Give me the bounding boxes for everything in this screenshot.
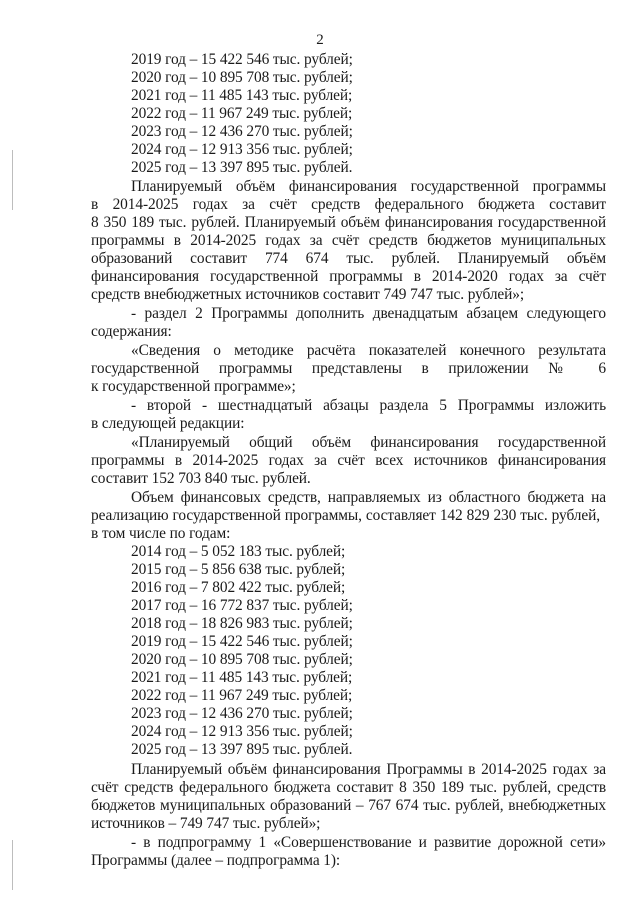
paragraph-line: в том числе по годам: [91, 525, 231, 542]
year-line: 2025 год – 13 397 895 тыс. рублей. [131, 741, 353, 758]
year-line: 2021 год – 11 485 143 тыс. рублей; [131, 669, 353, 686]
paragraph-line: Планируемый объём финансирования государственной программы [131, 178, 606, 195]
paragraph-line: - раздел 2 Программы дополнить двенадцатым абзацем следующего [131, 305, 606, 322]
year-line: 2019 год – 15 422 546 тыс. рублей; [131, 633, 353, 650]
scan-edge-mark [12, 840, 13, 890]
year-line: 2020 год – 10 895 708 тыс. рублей; [131, 651, 353, 668]
year-line: 2024 год – 12 913 356 тыс. рублей; [131, 723, 353, 740]
year-line: 2019 год – 15 422 546 тыс. рублей; [131, 51, 353, 68]
year-line: 2025 год – 13 397 895 тыс. рублей. [131, 159, 353, 176]
paragraph-line: финансирования государственной программы в 2014-2020 годах за счёт [91, 268, 606, 285]
paragraph-line: 8 350 189 тыс. рублей. Планируемый объём финансирования государственной [91, 214, 606, 231]
year-line: 2023 год – 12 436 270 тыс. рублей; [131, 705, 353, 722]
scan-edge-mark [12, 150, 13, 210]
year-line: 2020 год – 10 895 708 тыс. рублей; [131, 69, 353, 86]
year-line: 2021 год – 11 485 143 тыс. рублей; [131, 87, 353, 104]
year-line: 2022 год – 11 967 249 тыс. рублей; [131, 105, 353, 122]
paragraph-line: Планируемый объём финансирования Программы в 2014-2025 годах за [131, 761, 606, 778]
year-line: 2014 год – 5 052 183 тыс. рублей; [131, 543, 346, 560]
year-line: 2024 год – 12 913 356 тыс. рублей; [131, 141, 353, 158]
year-line: 2017 год – 16 772 837 тыс. рублей; [131, 597, 353, 614]
paragraph-line: - второй - шестнадцатый абзацы раздела 5 Программы изложить [131, 397, 606, 414]
paragraph-line: в 2014-2025 годах за счёт средств федерального бюджета составит [91, 196, 606, 213]
year-line: 2023 год – 12 436 270 тыс. рублей; [131, 123, 353, 140]
paragraph-line: программы в 2014-2025 годах за счёт средств бюджетов муниципальных [91, 232, 606, 249]
paragraph-line: «Сведения о методике расчёта показателей конечного результата [131, 342, 606, 359]
page-number: 2 [316, 32, 324, 48]
paragraph-line: в следующей редакции: [91, 415, 245, 432]
year-line: 2015 год – 5 856 638 тыс. рублей; [131, 561, 346, 578]
paragraph-line: составит 152 703 840 тыс. рублей. [91, 470, 311, 487]
year-line: 2022 год – 11 967 249 тыс. рублей; [131, 687, 353, 704]
paragraph-line: - в подпрограмму 1 «Совершенствование и развитие дорожной сети» [131, 834, 606, 851]
paragraph-line: реализацию государственной программы, составляет 142 829 230 тыс. рублей, [91, 507, 600, 524]
paragraph-line: содержания: [91, 323, 172, 340]
paragraph-line: источников – 749 747 тыс. рублей»; [91, 815, 321, 832]
paragraph-line: Программы (далее – подпрограмма 1): [91, 852, 341, 869]
year-line: 2018 год – 18 826 983 тыс. рублей; [131, 615, 353, 632]
paragraph-line: «Планируемый общий объём финансирования государственной [131, 434, 606, 451]
year-line: 2016 год – 7 802 422 тыс. рублей; [131, 579, 346, 596]
paragraph-line: счёт средств федерального бюджета составит 8 350 189 тыс. рублей, средств [91, 779, 606, 796]
paragraph-line: к государственной программе»; [91, 378, 296, 395]
paragraph-line: программы в 2014-2025 годах за счёт всех источников финансирования [91, 452, 606, 469]
paragraph-line: Объем финансовых средств, направляемых из областного бюджета на [131, 489, 606, 506]
paragraph-line: государственной программы представлены в приложении № 6 [91, 360, 606, 377]
paragraph-line: бюджетов муниципальных образований – 767 674 тыс. рублей, внебюджетных [91, 797, 606, 814]
paragraph-line: образований составит 774 674 тыс. рублей. Планируемый объём [91, 250, 606, 267]
paragraph-line: средств внебюджетных источников составит 749 747 тыс. рублей»; [91, 286, 525, 303]
